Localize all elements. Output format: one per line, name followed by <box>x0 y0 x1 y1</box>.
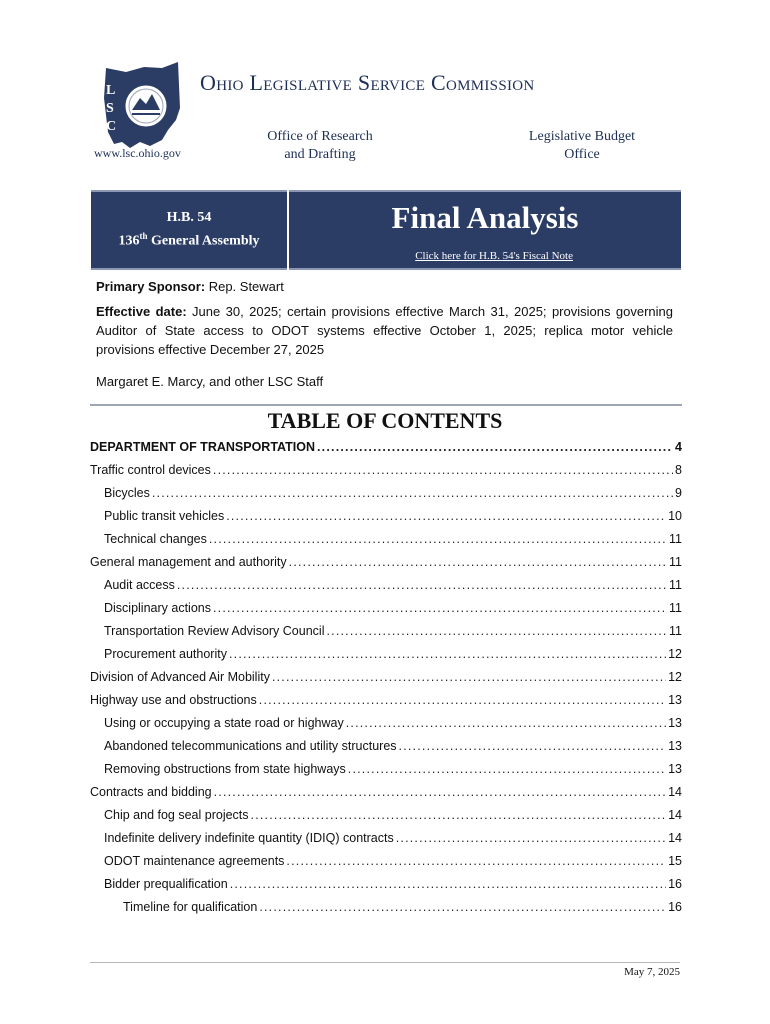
toc-entry-page: 12 <box>668 647 682 661</box>
toc-entry-page: 11 <box>669 624 682 638</box>
toc-entry-label: Contracts and bidding <box>90 781 214 804</box>
toc-entry-label: Traffic control devices <box>90 459 213 482</box>
general-assembly <box>91 231 287 250</box>
title-panel <box>289 190 681 270</box>
toc-entry-page: 12 <box>668 670 682 684</box>
svg-text:L: L <box>106 83 116 98</box>
toc-entry-label: Bicycles <box>104 482 152 505</box>
toc-entry-label: DEPARTMENT OF TRANSPORTATION <box>90 436 317 459</box>
toc-entry-label: Technical changes <box>104 528 209 551</box>
assembly-number: 136 <box>118 233 140 249</box>
toc-leader-dots <box>214 781 666 804</box>
toc-entry-page: 14 <box>668 831 682 845</box>
svg-text:C: C <box>106 119 117 134</box>
toc-entry-label: Public transit vehicles <box>104 505 226 528</box>
toc-entry[interactable] <box>90 459 682 482</box>
sponsor-value: Rep. Stewart <box>205 279 284 294</box>
toc-leader-dots <box>289 551 667 574</box>
toc-entry-page: 13 <box>668 762 682 776</box>
toc-entry-page: 14 <box>668 785 682 799</box>
office-right-line2: Office <box>564 147 600 162</box>
office-right-line1: Legislative Budget <box>528 129 636 144</box>
toc-entry-page: 11 <box>669 555 682 569</box>
toc-entry-label: Removing obstructions from state highways <box>104 758 348 781</box>
toc-leader-dots <box>152 482 673 505</box>
toc-entry[interactable] <box>90 689 682 712</box>
toc-entry-label: Abandoned telecommunications and utility structures <box>104 735 399 758</box>
toc-entry-label: Timeline for qualification <box>123 896 259 919</box>
analysis-banner <box>91 190 681 270</box>
commission-title: Ohio Legislative Service Commission <box>200 70 535 95</box>
toc-leader-dots <box>399 735 667 758</box>
toc-entry-page: 13 <box>668 739 682 753</box>
toc-entry[interactable] <box>90 712 682 735</box>
office-research-drafting <box>220 128 420 164</box>
toc-leader-dots <box>229 643 666 666</box>
toc-entry[interactable] <box>90 827 682 850</box>
toc-leader-dots <box>348 758 666 781</box>
toc-entry[interactable] <box>90 597 682 620</box>
effective-label: Effective date: <box>96 304 187 319</box>
staff-credit: Margaret E. Marcy, and other LSC Staff <box>96 374 324 389</box>
toc-entry-label: Bidder prequalification <box>104 873 230 896</box>
toc-entry-page: 13 <box>668 693 682 707</box>
toc-entry-page: 8 <box>675 463 682 477</box>
toc-entry-page: 15 <box>668 854 682 868</box>
toc-leader-dots <box>177 574 667 597</box>
toc-entry-page: 16 <box>668 900 682 914</box>
toc-entry[interactable] <box>90 850 682 873</box>
toc-leader-dots <box>272 666 666 689</box>
toc-entry-label: Division of Advanced Air Mobility <box>90 666 272 689</box>
toc-entry-page: 9 <box>675 486 682 500</box>
toc-entry-label: Procurement authority <box>104 643 229 666</box>
toc-entry[interactable] <box>90 643 682 666</box>
toc-leader-dots <box>259 896 666 919</box>
bill-info-panel <box>91 190 287 270</box>
lsc-ohio-logo <box>96 58 184 150</box>
toc-entry-page: 11 <box>669 601 682 615</box>
toc-entry-page: 13 <box>668 716 682 730</box>
toc-entry-label: Disciplinary actions <box>104 597 213 620</box>
document-title: Final Analysis <box>391 200 579 235</box>
toc-entry[interactable] <box>90 528 682 551</box>
sponsor-label: Primary Sponsor: <box>96 279 206 294</box>
toc-leader-dots <box>346 712 666 735</box>
toc-entry[interactable] <box>90 896 682 919</box>
toc-entry-page: 11 <box>669 578 682 592</box>
toc-entry-page: 11 <box>669 532 682 546</box>
toc-entry[interactable] <box>90 758 682 781</box>
toc-entry-label: Transportation Review Advisory Council <box>104 620 326 643</box>
toc-leader-dots <box>259 689 666 712</box>
office-left-line2: and Drafting <box>284 147 356 162</box>
toc-entry[interactable] <box>90 551 682 574</box>
toc-leader-dots <box>213 459 673 482</box>
toc-entry-label: Using or occupying a state road or highway <box>104 712 346 735</box>
toc-entry[interactable] <box>90 804 682 827</box>
toc-entry-label: Audit access <box>104 574 177 597</box>
office-budget <box>482 128 682 164</box>
toc-leader-dots <box>251 804 667 827</box>
toc-entry-page: 16 <box>668 877 682 891</box>
toc-title: TABLE OF CONTENTS <box>267 408 503 433</box>
toc-entry-label: Indefinite delivery indefinite quantity (IDIQ) contracts <box>104 827 396 850</box>
toc-entry[interactable] <box>90 735 682 758</box>
toc-entry[interactable] <box>90 620 682 643</box>
toc-entry-label: Chip and fog seal projects <box>104 804 251 827</box>
toc-entry-label: Highway use and obstructions <box>90 689 259 712</box>
effective-value: June 30, 2025; certain provisions effective March 31, 2025; provisions governing Auditor of State access to ODOT systems effective October 1, 2025; replica motor vehicle provisions effective December 27, 2025 <box>96 304 673 357</box>
table-of-contents <box>90 436 682 919</box>
toc-leader-dots <box>209 528 667 551</box>
assembly-text: General Assembly <box>147 233 260 249</box>
svg-text:S: S <box>106 101 114 116</box>
bill-number: H.B. 54 <box>166 210 212 225</box>
toc-entry[interactable] <box>90 436 682 459</box>
toc-entry-label: ODOT maintenance agreements <box>104 850 286 873</box>
footer-date: May 7, 2025 <box>624 966 680 978</box>
assembly-ordinal: th <box>139 231 148 241</box>
toc-entry[interactable] <box>90 505 682 528</box>
toc-leader-dots <box>226 505 666 528</box>
toc-entry[interactable] <box>90 781 682 804</box>
footer-divider <box>90 962 680 963</box>
toc-leader-dots <box>286 850 666 873</box>
effective-date <box>96 302 673 359</box>
primary-sponsor <box>96 277 673 296</box>
toc-entry-page: 14 <box>668 808 682 822</box>
section-divider <box>90 404 682 406</box>
website-link[interactable]: www.lsc.ohio.gov <box>94 146 181 160</box>
toc-entry-page: 4 <box>675 440 682 454</box>
toc-entry[interactable] <box>90 666 682 689</box>
toc-leader-dots <box>317 436 673 459</box>
toc-leader-dots <box>396 827 666 850</box>
fiscal-note-link[interactable]: Click here for H.B. 54's Fiscal Note <box>415 250 573 262</box>
toc-entry[interactable] <box>90 873 682 896</box>
toc-entry-label: General management and authority <box>90 551 289 574</box>
toc-leader-dots <box>213 597 667 620</box>
toc-entry[interactable] <box>90 482 682 505</box>
toc-entry[interactable] <box>90 574 682 597</box>
toc-entry-page: 10 <box>668 509 682 523</box>
toc-leader-dots <box>326 620 667 643</box>
toc-leader-dots <box>230 873 666 896</box>
office-left-line1: Office of Research <box>267 129 373 144</box>
